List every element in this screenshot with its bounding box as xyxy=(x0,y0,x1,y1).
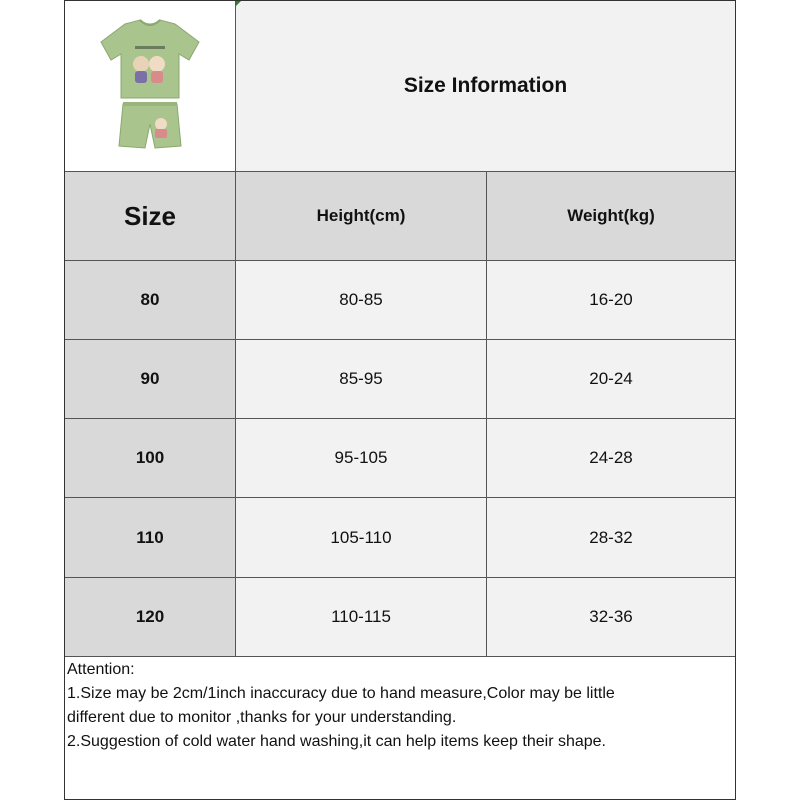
table-row-height xyxy=(236,261,486,339)
size-value: 110 xyxy=(136,527,164,547)
weight-value: 20-24 xyxy=(589,369,633,388)
table-row-size xyxy=(65,578,235,656)
size-value: 90 xyxy=(140,369,160,388)
table-row-size xyxy=(65,261,235,339)
weight-column-header xyxy=(487,172,735,260)
table-row-height xyxy=(236,419,486,497)
table-row-weight xyxy=(487,340,735,418)
grid-line xyxy=(65,171,735,172)
height-column-header xyxy=(236,172,486,260)
size-value: 100 xyxy=(135,448,165,467)
table-row-weight xyxy=(487,578,735,656)
page-title: Size Information xyxy=(403,74,568,97)
weight-value: 16-20 xyxy=(589,290,633,309)
grid-line xyxy=(65,418,735,419)
notes-heading: Attention: xyxy=(67,661,135,678)
height-value: 85-95 xyxy=(339,369,383,388)
table-row-weight xyxy=(487,419,735,497)
grid-line xyxy=(65,260,735,261)
grid-line xyxy=(65,339,735,340)
weight-header-label: Weight(kg) xyxy=(567,206,655,225)
grid-line xyxy=(65,656,735,657)
height-value: 80-85 xyxy=(339,290,383,309)
weight-value: 32-36 xyxy=(589,607,633,626)
table-row-weight xyxy=(487,498,735,577)
note-line: different due to monitor ,thanks for your understanding. xyxy=(67,709,457,726)
note-line: 2.Suggestion of cold water hand washing,it can help items keep their shape. xyxy=(67,733,606,750)
size-column-header xyxy=(65,172,235,260)
table-row-size xyxy=(65,498,235,577)
table-row-size xyxy=(65,419,235,497)
weight-value: 24-28 xyxy=(589,448,633,467)
table-row-height xyxy=(236,340,486,418)
grid-line xyxy=(486,171,487,657)
table-row-size xyxy=(65,340,235,418)
table-row-height xyxy=(236,578,486,656)
grid-line xyxy=(65,497,735,498)
size-header-label: Size xyxy=(123,200,177,231)
attention-notes xyxy=(67,658,733,754)
height-header-label: Height(cm) xyxy=(316,206,406,225)
product-image-cell xyxy=(65,1,235,171)
height-value: 110-115 xyxy=(331,607,391,626)
tshirt-shape xyxy=(101,20,199,98)
size-value: 80 xyxy=(140,290,160,309)
height-value: 105-110 xyxy=(330,527,392,547)
size-value: 120 xyxy=(135,607,165,626)
table-row-height xyxy=(236,498,486,577)
size-chart-sheet xyxy=(64,0,736,800)
table-row-weight xyxy=(487,261,735,339)
grid-line xyxy=(65,577,735,578)
shorts-shape xyxy=(119,104,181,148)
grid-line xyxy=(235,1,236,657)
height-value: 95-105 xyxy=(334,448,388,467)
weight-value: 28-32 xyxy=(589,527,633,547)
note-line: 1.Size may be 2cm/1inch inaccuracy due to hand measure,Color may be little xyxy=(67,685,615,702)
title-cell xyxy=(236,1,735,171)
product-image xyxy=(95,16,205,156)
